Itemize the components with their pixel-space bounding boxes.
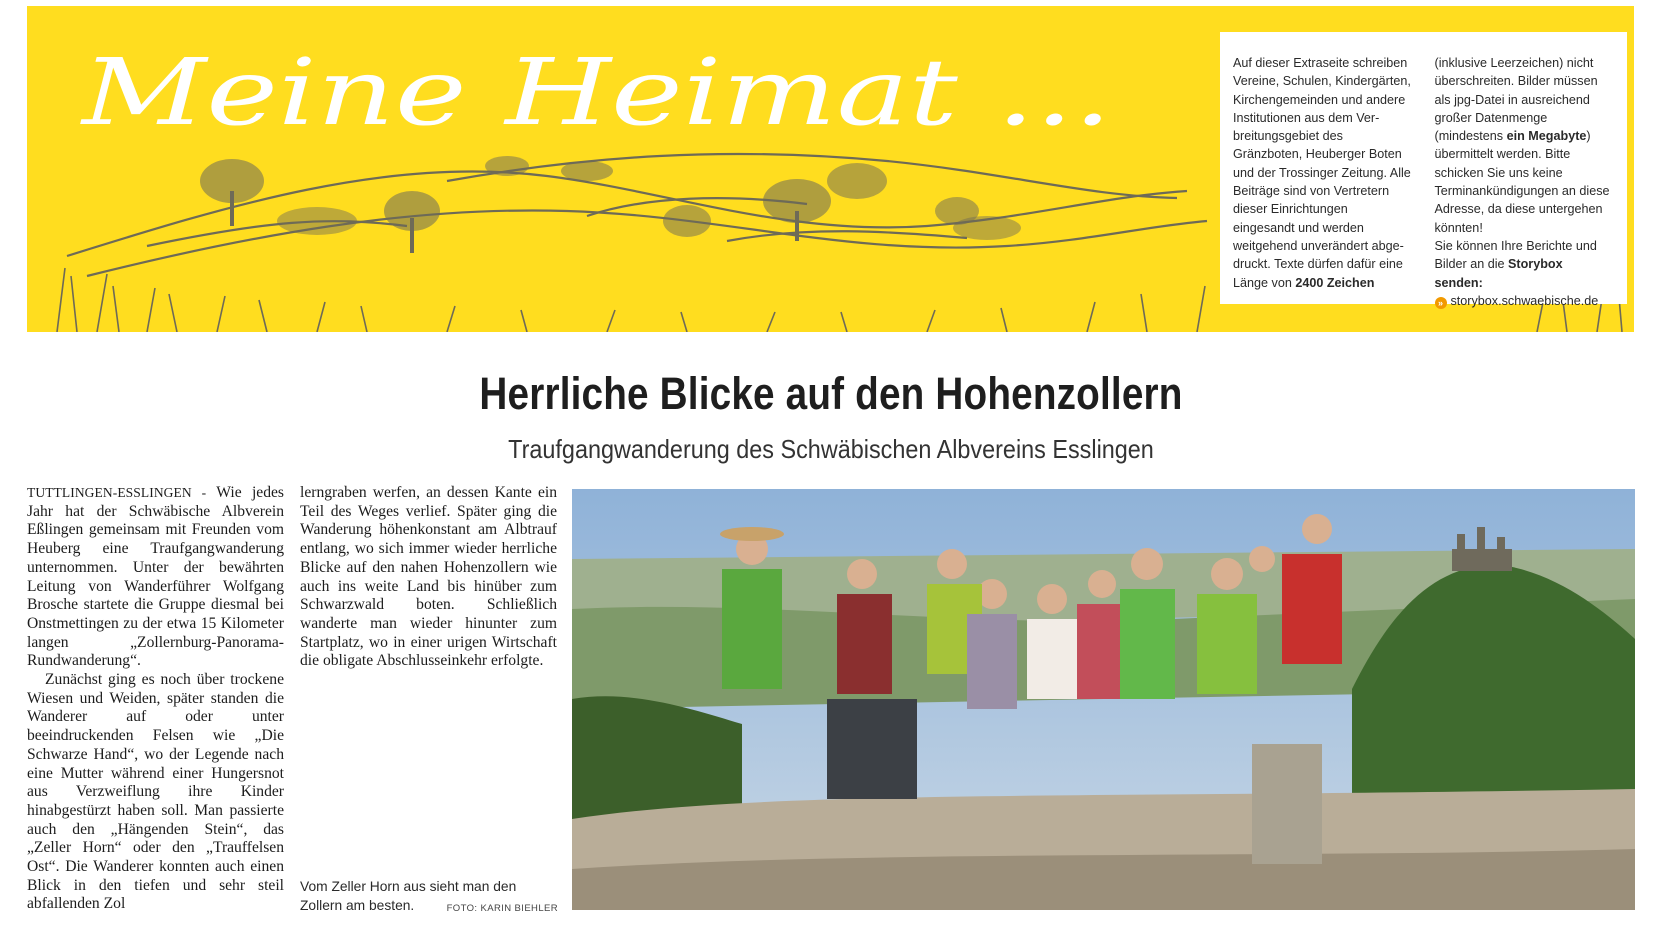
storybox-link[interactable]: storybox.schwaebische.de	[1450, 293, 1599, 308]
article-column-1	[27, 484, 284, 914]
article-paragraph: Wie jedes Jahr hat der Schwäbische Albverein Eßlingen gemeinsam mit Freunden vom Heuberg eine Traufgangwanderung unternommen. Unter der bewährten Leitung von Wanderführer Wolfgang Brosche startete die Gruppe diesmal bei Onstmettingen zu der etwa 15 Kilometer langen „Zollernburg-Panorama-Rundwanderung“.	[27, 484, 284, 670]
info-text: Sie können Ihre Berichte und Bilder an die	[1434, 238, 1597, 272]
banner-title: Meine Heimat ...	[79, 39, 1112, 146]
double-chevron-right-icon: »	[1435, 297, 1447, 309]
info-bold-text: 2400 Zeichen	[1295, 275, 1375, 290]
group-photo	[572, 489, 1635, 910]
info-column-1	[1233, 54, 1413, 292]
article-column-2	[300, 484, 557, 671]
submission-info-box	[1220, 32, 1627, 308]
article-paragraph: Zunächst ging es noch über trockene Wiesen und Weiden, später standen die Wanderer auf oder unter beeindruckenden Felsen wie „Die Schwarze Hand“, wo der Legende nach eine Mutter während einer Hungersnot aus Verzweiflung ihre Kinder hinabgestürzt haben soll. Man passierte auch den „Hängenden Stein“, das „Zeller Horn“ oder den „Trauffelsen Ost“. Die Wanderer konnten auch einen Blick in den tiefen und sehr steil abfallenden Zol	[27, 671, 284, 913]
info-text: Auf dieser Extraseite schreiben Vereine, Schulen, Kindergärten, Kirchengemeinden und andere Institutionen aus dem Verbreitungsgebiet des Gränzboten, Heuberger Boten und der Trossinger Zeitung. Alle Beiträge sind von Vertretern dieser Einrichtungen eingesandt und werden weitgehend unverändert abgedruckt. Texte dürfen dafür eine Länge von	[1233, 56, 1411, 290]
info-text: ) übermittelt werden. Bitte schicken Sie uns keine Terminankündigungen an diese Adresse, da diese untergehen könnten!	[1434, 129, 1610, 235]
article-paragraph: lerngraben werfen, an dessen Kante ein Teil des Weges verlief. Später ging die Wanderung höhenkonstant am Albtrauf entlang, wo sich immer wieder herrliche Blicke auf den nahen Hohenzollern wie auch ins weite Land bis hinüber zum Schwarzwald boten. Schließlich wanderte man wieder hinunter zum Startplatz, wo in einer urigen Wirtschaft die obligate Abschlusseinkehr erfolgte.	[300, 484, 557, 670]
caption-text: Vom Zeller Horn aus sieht man den Zollern am besten.	[300, 879, 517, 913]
info-bold-text: Storybox senden:	[1434, 257, 1563, 290]
photo-caption	[300, 877, 558, 918]
info-text: (inklusive Leerzeichen) nicht überschreiten. Bilder müssen als jpg-Datei in ausreichend großer Datenmenge (mindestens	[1434, 56, 1598, 144]
photo-credit: FOTO: KARIN BIEHLER	[446, 903, 558, 914]
info-column-2	[1434, 54, 1615, 308]
header-banner	[27, 6, 1634, 332]
tree-group	[200, 156, 1021, 253]
photo-illustration	[572, 489, 1635, 910]
dateline: TUTTLINGEN-ESSLINGEN -	[27, 485, 207, 500]
info-bold-text: ein Megabyte	[1506, 129, 1587, 144]
article-headline: Herrliche Blicke auf den Hohenzollern	[479, 368, 1183, 419]
article-subheadline: Traufgangwanderung des Schwäbischen Albvereins Esslingen	[508, 434, 1154, 464]
